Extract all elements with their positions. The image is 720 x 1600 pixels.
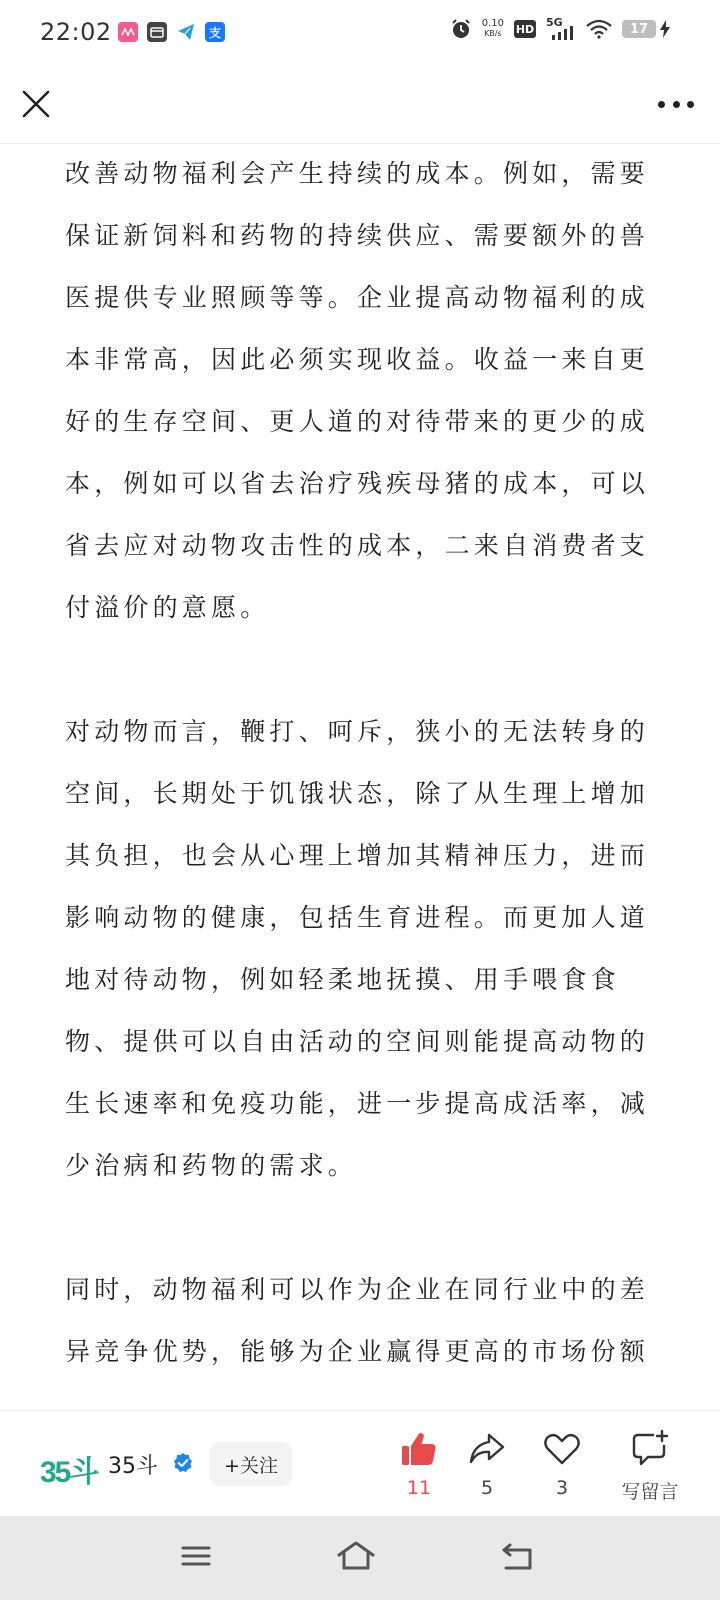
notification-icons <box>118 22 225 42</box>
bottom-action-bar <box>0 1410 720 1516</box>
close-icon <box>20 88 52 120</box>
share-count: 5 <box>480 1477 494 1499</box>
close-button[interactable] <box>20 88 52 120</box>
status-bar <box>0 0 720 66</box>
alert-app-icon <box>118 22 138 42</box>
article-paragraph: 对动物而言，鞭打、呵斥，狭小的无法转身的空间，长期处于饥饿状态，除了从生理上增加其负担，也会从心理上增加其精神压力，进而影响动物的健康，包括生育进程。而更加人道地对待动物，例如轻柔地抚摸、用手喂食食物、提供可以自由活动的空间则能提高动物的生长速率和免疫功能，进一步提高成活率，减少治病和药物的需求。 <box>65 717 650 1180</box>
alarm-icon <box>450 18 472 40</box>
menu-icon <box>180 1540 212 1572</box>
charging-icon <box>660 20 670 38</box>
author-logo[interactable]: 35斗 <box>40 1456 98 1489</box>
article-paragraph: 同时，动物福利可以作为企业在同行业中的差异竞争优势，能够为企业赢得更高的市场份额 <box>65 1275 650 1366</box>
follow-button[interactable]: +关注 <box>210 1442 292 1486</box>
verified-badge-icon <box>172 1452 194 1474</box>
article-paragraph: 改善动物福利会产生持续的成本。例如，需要保证新饲料和药物的持续供应、需要额外的兽医提供专业照顾等等。企业提高动物福利的成本非常高，因此必须实现收益。收益一来自更好的生存空间、更人道的对待带来的更少的成本，例如可以省去治疗残疾母猪的成本，可以省去应对动物攻击性的成本，二来自消费者支付溢价的意愿。 <box>65 159 650 622</box>
wallet-app-icon <box>147 22 167 42</box>
more-options-button[interactable] <box>658 94 694 114</box>
battery-indicator: 17 <box>622 20 656 38</box>
heart-icon <box>542 1429 582 1469</box>
more-dots-icon <box>687 101 694 108</box>
comment-label: 写留言 <box>621 1481 679 1503</box>
system-icons <box>450 18 670 40</box>
favorite-count: 3 <box>555 1477 569 1499</box>
system-nav-bar <box>0 1516 720 1600</box>
network-type-label: 5G <box>546 16 563 29</box>
share-button[interactable] <box>452 1429 522 1499</box>
author-name[interactable]: 35斗 <box>108 1454 158 1479</box>
favorite-button[interactable] <box>527 1429 597 1499</box>
more-dots-icon <box>673 101 680 108</box>
nav-home-button[interactable] <box>336 1540 376 1576</box>
app-header <box>0 66 720 144</box>
alipay-icon: 支 <box>205 22 225 42</box>
like-count: 11 <box>406 1477 432 1499</box>
network-speed-unit: KB/s <box>484 29 502 38</box>
back-icon <box>500 1540 536 1574</box>
status-time: 22:02 <box>40 18 112 46</box>
nav-menu-button[interactable] <box>180 1540 220 1576</box>
network-speed-value: 0.10 <box>481 18 504 29</box>
article-body <box>65 144 655 1409</box>
telegram-icon <box>176 22 196 42</box>
like-button[interactable] <box>384 1429 454 1499</box>
more-dots-icon <box>658 101 665 108</box>
signal-icon <box>552 26 576 40</box>
nav-back-button[interactable] <box>500 1540 540 1576</box>
signal-indicator <box>546 18 576 40</box>
thumbs-up-icon <box>399 1429 439 1469</box>
comment-add-icon <box>630 1429 670 1469</box>
share-icon <box>467 1429 507 1469</box>
hd-badge: HD <box>514 20 536 38</box>
home-icon <box>336 1540 376 1574</box>
network-speed <box>482 19 504 39</box>
comment-button[interactable] <box>603 1429 697 1504</box>
wifi-icon <box>586 19 612 39</box>
